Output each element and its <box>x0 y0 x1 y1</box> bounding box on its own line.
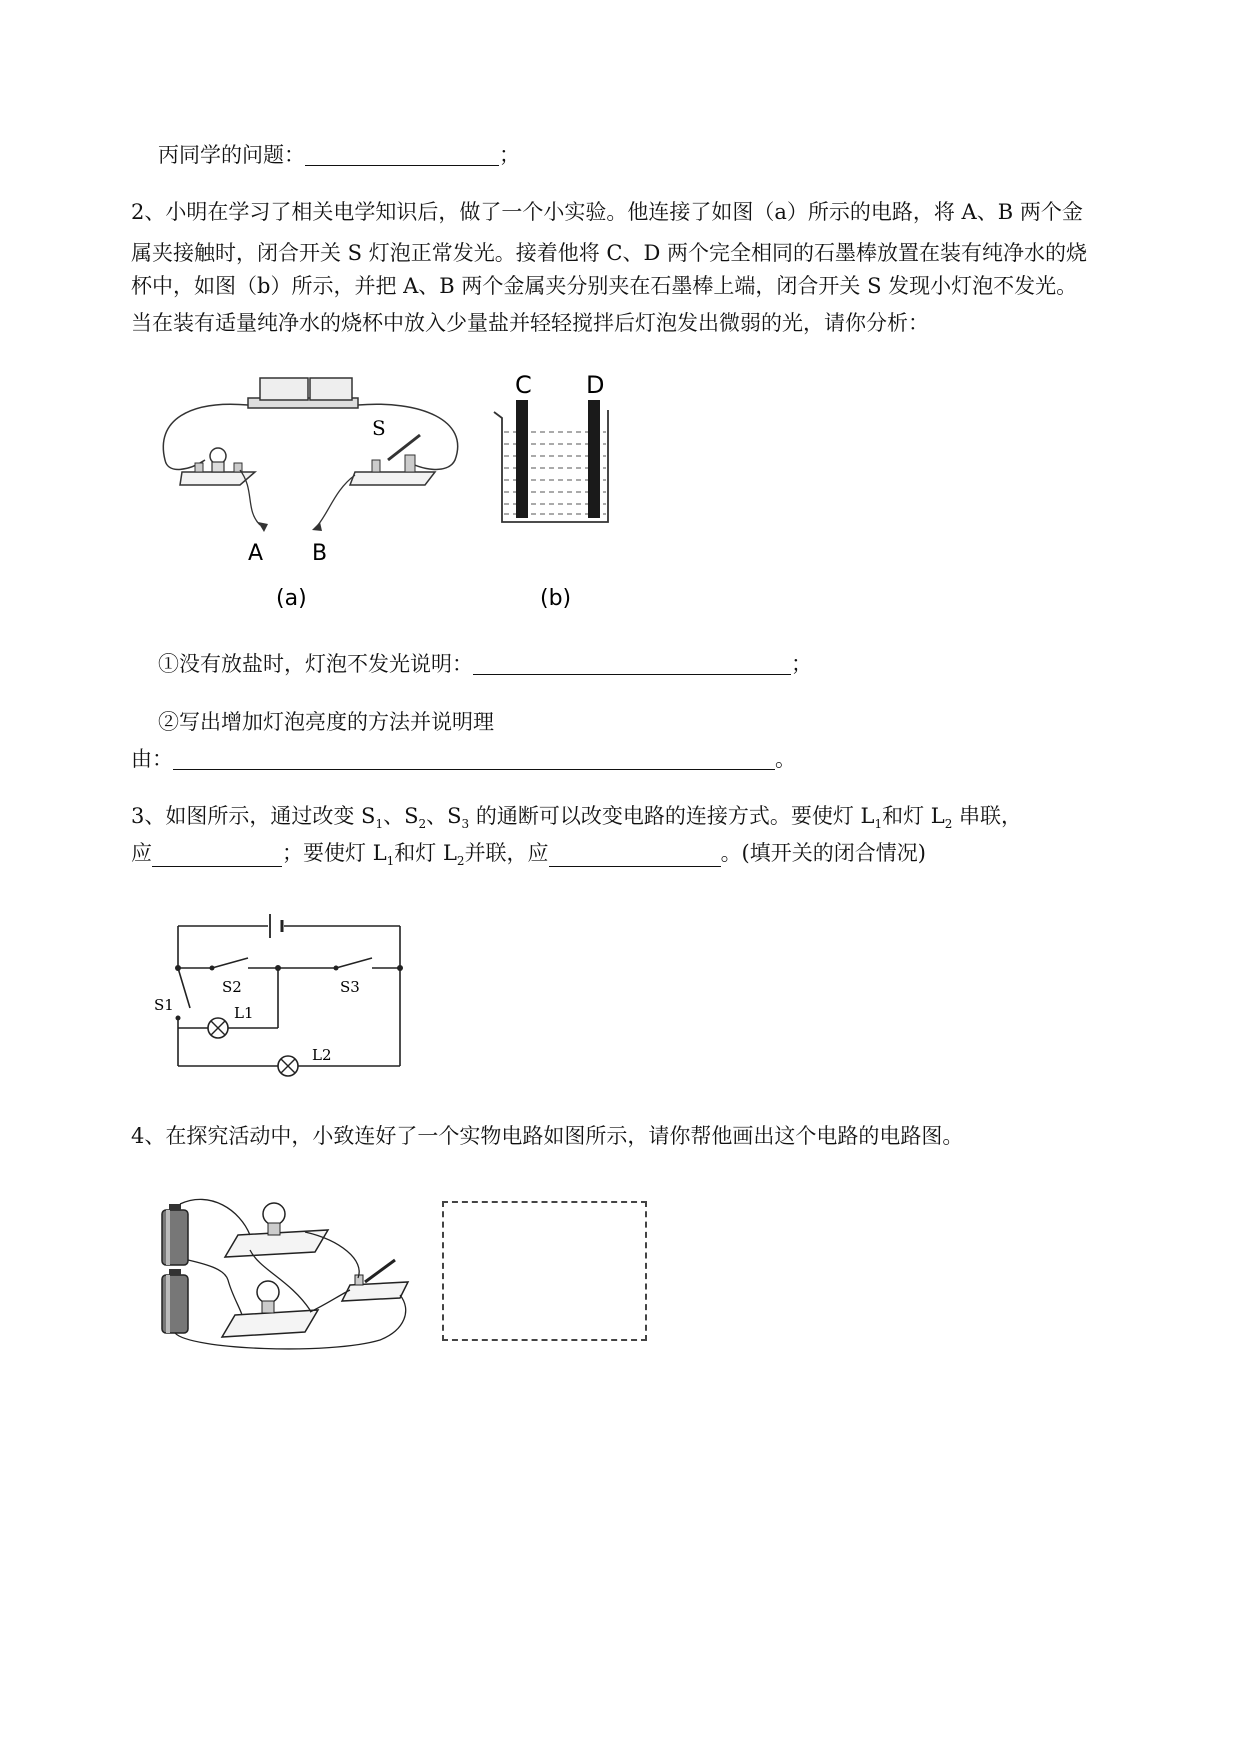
lamp-l1-icon <box>208 1018 228 1038</box>
subscript: 3 <box>461 817 470 832</box>
clip-a-icon <box>258 522 268 532</box>
subscript: 2 <box>944 817 953 832</box>
q4-line1: 4、在探究活动中，小致连好了一个实物电路如图所示，请你帮他画出这个电路的电路图。 <box>131 1124 964 1148</box>
q1-prefix: 丙同学的问题： <box>158 143 305 167</box>
figure-a-caption: (a) <box>276 586 307 611</box>
figure-b-beaker <box>480 360 660 620</box>
battery-cell <box>260 378 308 400</box>
subscript: 1 <box>375 817 384 832</box>
lamp-board <box>222 1310 318 1337</box>
q3-line2 <box>131 843 926 867</box>
lamp-symbol: L <box>372 841 387 865</box>
q2-sub1-prefix: ①没有放盐时，灯泡不发光说明： <box>158 652 473 676</box>
switch-symbol: S <box>404 804 419 828</box>
q2-sub2-prefix: 由： <box>131 747 173 771</box>
q3-text: 应 <box>131 841 152 865</box>
q3-text: ；要使灯 <box>282 841 373 865</box>
q2-sub2-suffix: 。 <box>775 747 796 771</box>
q3-parallel-blank[interactable] <box>549 846 721 867</box>
switch-label: S <box>372 416 386 440</box>
clip-b-label: B <box>312 541 328 566</box>
switch-s2-blade <box>212 958 248 968</box>
label-s3: S3 <box>340 978 360 996</box>
switch-symbol: S <box>447 804 462 828</box>
q2-sub1-blank[interactable] <box>473 654 791 675</box>
q3-circuit-diagram <box>150 900 410 1090</box>
rod-d-label: D <box>586 371 605 399</box>
q4-physical-circuit <box>150 1190 420 1360</box>
q2-sub2-blank[interactable] <box>173 749 775 770</box>
switch-board <box>350 472 435 485</box>
q2-line2: 属夹接触时，闭合开关 S 灯泡正常发光。接着他将 C、D 两个完全相同的石墨棒放置在装有纯净水的烧 <box>131 241 1087 265</box>
lamp-symbol: L <box>442 841 457 865</box>
lamp-board <box>180 472 255 485</box>
q4-drawing-area[interactable] <box>442 1201 647 1341</box>
switch-hinge <box>405 455 415 472</box>
q1-suffix: ； <box>499 143 520 167</box>
q1-answer-line <box>158 145 520 166</box>
switch-blade <box>365 1260 395 1282</box>
battery-icon <box>162 1269 188 1333</box>
switch-board <box>342 1282 408 1301</box>
q2-sub1-suffix: ； <box>791 652 812 676</box>
label-l2: L2 <box>312 1046 332 1064</box>
q2-line3: 杯中，如图（b）所示，并把 A、B 两个金属夹分别夹在石墨棒上端，闭合开关 S 发现小灯泡不发光。 <box>131 274 1078 298</box>
battery-icon <box>162 1204 188 1265</box>
q3-text: 串联， <box>952 804 1023 828</box>
label-s1: S1 <box>154 996 174 1014</box>
q2-sub2-line2 <box>131 749 796 770</box>
q3-text: 和灯 <box>882 804 931 828</box>
q3-text: 的通断可以改变电路的连接方式。要使灯 <box>469 804 861 828</box>
lead-wire <box>318 475 355 525</box>
battery-cell <box>310 378 352 400</box>
q2-sub2-line1: ②写出增加灯泡亮度的方法并说明理 <box>158 710 494 734</box>
q3-text: 3、如图所示，通过改变 <box>131 804 362 828</box>
bulb-socket <box>212 462 224 472</box>
label-s2: S2 <box>222 978 242 996</box>
q1-answer-blank[interactable] <box>305 145 499 166</box>
lamp-symbol: L <box>860 804 875 828</box>
switch-s1-blade <box>178 968 190 1008</box>
q3-text: 。(填开关的闭合情况) <box>720 841 926 865</box>
q3-text: 和灯 <box>394 841 443 865</box>
label-l1: L1 <box>234 1004 254 1022</box>
lamp-symbol: L <box>930 804 945 828</box>
switch-symbol: S <box>361 804 376 828</box>
q2-line1: 2、小明在学习了相关电学知识后，做了一个小实验。他连接了如图（a）所示的电路，将 A、B 两个金 <box>131 200 1083 224</box>
figure-a-circuit <box>150 360 470 620</box>
graphite-rod-c <box>516 400 528 518</box>
q3-series-blank[interactable] <box>152 846 282 867</box>
wire <box>163 404 248 469</box>
separator: 、 <box>426 804 448 828</box>
clip-a-label: A <box>248 541 264 566</box>
terminal <box>195 463 203 472</box>
subscript: 1 <box>386 854 395 869</box>
lightbulb-icon <box>263 1203 285 1235</box>
figure-b-caption: (b) <box>540 586 572 611</box>
subscript: 2 <box>418 817 427 832</box>
q2-sub1 <box>158 654 812 675</box>
clip-b-icon <box>312 522 322 531</box>
rod-c-label: C <box>515 371 532 399</box>
q3-line1 <box>131 806 1022 830</box>
lamp-l2-icon <box>278 1056 298 1076</box>
lightbulb-icon <box>257 1281 279 1313</box>
terminal <box>372 460 380 472</box>
subscript: 1 <box>874 817 883 832</box>
switch-s3-blade <box>336 958 372 968</box>
subscript: 2 <box>456 854 465 869</box>
graphite-rod-d <box>588 400 600 518</box>
q3-text: 并联，应 <box>464 841 549 865</box>
junction-dot <box>397 965 403 971</box>
separator: 、 <box>383 804 405 828</box>
q2-line4: 当在装有适量纯净水的烧杯中放入少量盐并轻轻搅拌后灯泡发出微弱的光，请你分析： <box>131 311 929 335</box>
